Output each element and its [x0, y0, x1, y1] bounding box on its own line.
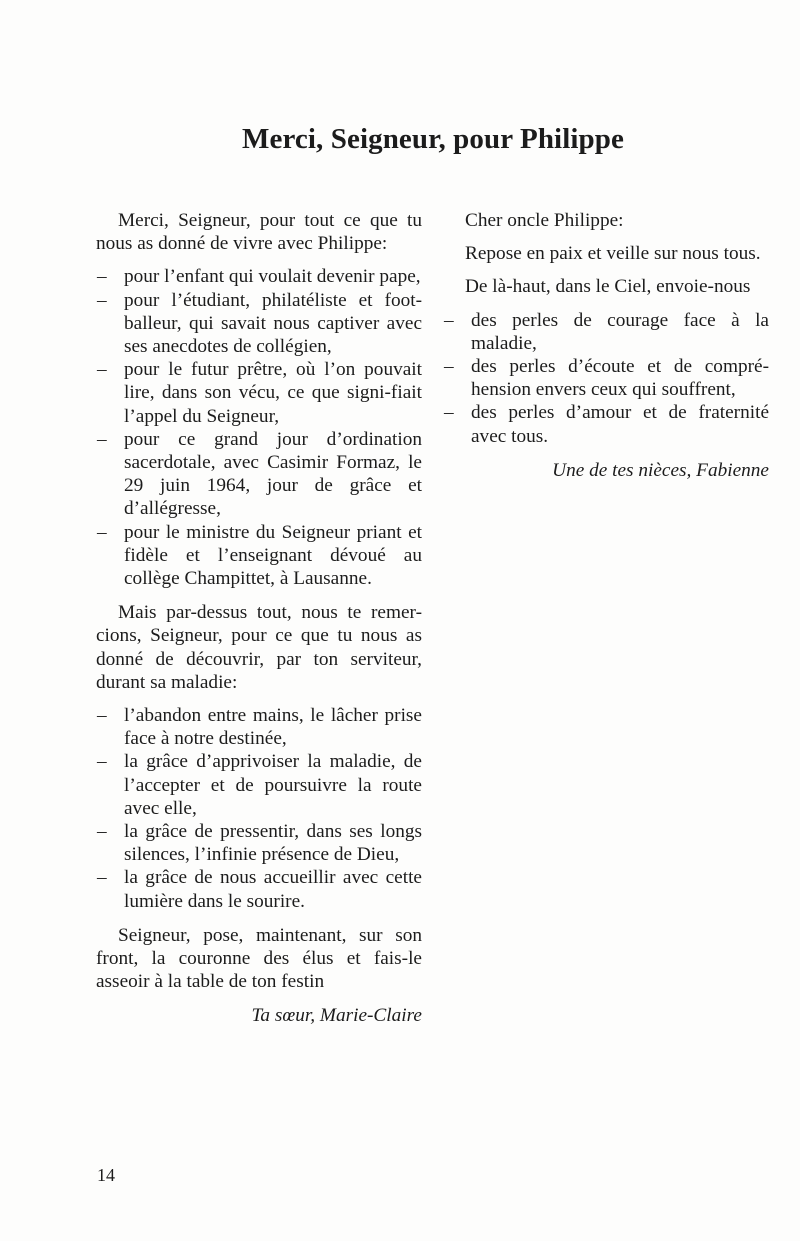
list-item: – pour ce grand jour d’ordination sacerdotale, avec Casimir Formaz, le 29 juin 1964, jour de grâce et d’allégresse, [96, 428, 422, 521]
thanks-list [96, 265, 422, 590]
list-item: – des perles d’écoute et de compré-hension envers ceux qui souffrent, [443, 355, 769, 401]
greeting: Cher oncle Philippe: [465, 210, 624, 231]
list-item: – pour le futur prêtre, où l’on pouvait lire, dans son vécu, ce que signi-fiait l’appel du Seigneur, [96, 358, 422, 428]
send-us-paragraph: De là-haut, dans le Ciel, envoie-nous [465, 276, 751, 298]
signature-fabienne: Une de tes nièces, Fabienne [552, 459, 769, 481]
pearls-list [443, 309, 769, 448]
intro-paragraph: Merci, Seigneur, pour tout ce que tu nous as donné de vivre avec Philippe: [96, 210, 422, 255]
rest-in-peace-paragraph: Repose en paix et veille sur nous tous. [465, 243, 761, 265]
list-item: – pour l’enfant qui voulait devenir pape, [96, 265, 422, 288]
list-item: – des perles de courage face à la maladie, [443, 309, 769, 355]
page-number: 14 [97, 1165, 115, 1185]
discoveries-list [96, 704, 422, 913]
list-item: – la grâce d’apprivoiser la maladie, de l’accepter et de poursuivre la route avec elle, [96, 750, 422, 820]
list-item: – la grâce de pressentir, dans ses longs silences, l’infinie présence de Dieu, [96, 820, 422, 866]
closing-paragraph: Seigneur, pose, maintenant, sur son front, la couronne des élus et fais-le asseoir à la table de ton festin [96, 924, 422, 993]
page-title: Merci, Seigneur, pour Philippe [242, 123, 624, 156]
right-column [443, 209, 769, 482]
left-column [96, 209, 422, 1027]
list-item: – pour l’étudiant, philatéliste et foot-balleur, qui savait nous captiver avec ses anecdotes de collégien, [96, 289, 422, 359]
second-paragraph: Mais par-dessus tout, nous te remer-cions, Seigneur, pour ce que tu nous as donné de découvrir, par ton serviteur, durant sa maladie: [96, 602, 422, 693]
list-item: – des perles d’amour et de fraternité avec tous. [443, 401, 769, 447]
list-item: – pour le ministre du Seigneur priant et fidèle et l’enseignant dévoué au collège Champittet, à Lausanne. [96, 521, 422, 591]
list-item: – l’abandon entre mains, le lâcher prise face à notre destinée, [96, 704, 422, 750]
list-item: – la grâce de nous accueillir avec cette lumière dans le sourire. [96, 866, 422, 912]
signature-marie-claire: Ta sœur, Marie-Claire [251, 1004, 422, 1026]
